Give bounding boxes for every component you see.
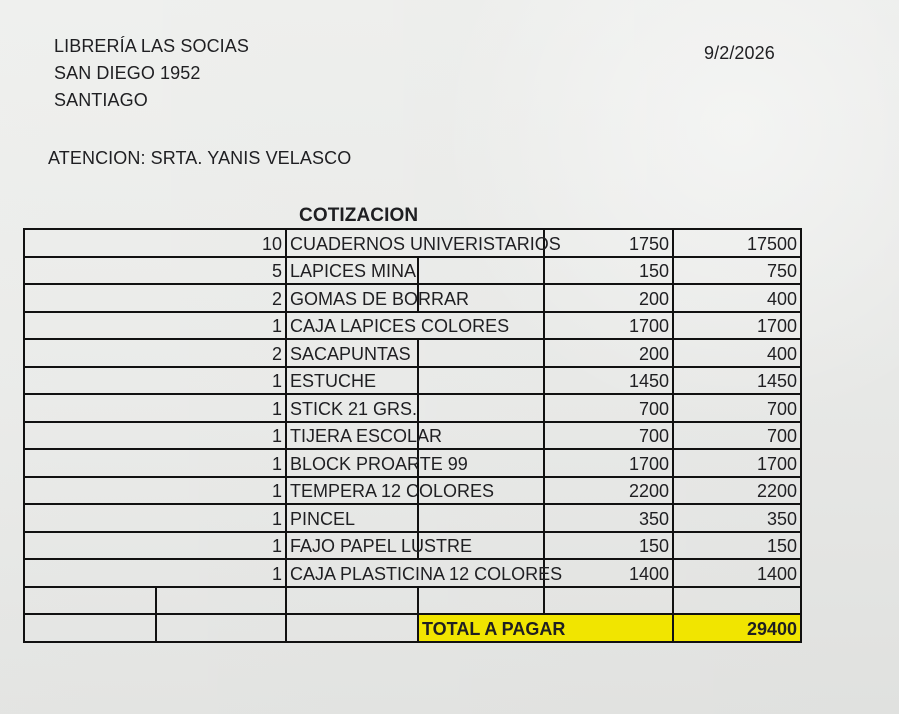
empty-cell bbox=[544, 587, 673, 615]
item-total: 2200 bbox=[673, 477, 801, 505]
table-row bbox=[24, 504, 801, 532]
item-description: SACAPUNTAS bbox=[286, 339, 418, 367]
item-description: CAJA LAPICES COLORES bbox=[286, 312, 544, 340]
quote-title: COTIZACION bbox=[299, 205, 419, 226]
item-total: 17500 bbox=[673, 229, 801, 257]
quote-date: 9/2/2026 bbox=[704, 43, 775, 63]
item-total: 1450 bbox=[673, 367, 801, 395]
item-quantity: 1 bbox=[24, 422, 286, 450]
item-description: ESTUCHE bbox=[286, 367, 418, 395]
empty-cell bbox=[286, 587, 418, 615]
item-quantity: 1 bbox=[24, 504, 286, 532]
item-description: CAJA PLASTICINA 12 COLORES bbox=[286, 559, 544, 587]
item-unit-price: 150 bbox=[544, 257, 673, 285]
item-total: 1400 bbox=[673, 559, 801, 587]
item-total: 700 bbox=[673, 394, 801, 422]
item-total: 1700 bbox=[673, 312, 801, 340]
table-row bbox=[24, 339, 801, 367]
item-total: 1700 bbox=[673, 449, 801, 477]
company-name: LIBRERÍA LAS SOCIAS bbox=[54, 36, 249, 56]
total-value: 29400 bbox=[673, 614, 801, 642]
item-description: STICK 21 GRS. bbox=[286, 394, 418, 422]
item-unit-price: 700 bbox=[544, 394, 673, 422]
item-quantity: 1 bbox=[24, 312, 286, 340]
company-address: SAN DIEGO 1952 bbox=[54, 63, 201, 83]
item-total: 400 bbox=[673, 284, 801, 312]
item-total: 150 bbox=[673, 532, 801, 560]
item-quantity: 1 bbox=[24, 559, 286, 587]
item-quantity: 5 bbox=[24, 257, 286, 285]
table-row bbox=[24, 477, 801, 505]
table-row bbox=[24, 284, 801, 312]
empty-cell bbox=[418, 339, 544, 367]
item-unit-price: 200 bbox=[544, 284, 673, 312]
empty-table-row bbox=[24, 587, 801, 615]
item-description: TEMPERA 12 COLORES bbox=[286, 477, 418, 505]
item-quantity: 10 bbox=[24, 229, 286, 257]
item-unit-price: 1450 bbox=[544, 367, 673, 395]
table-row bbox=[24, 559, 801, 587]
item-quantity: 1 bbox=[24, 367, 286, 395]
empty-cell bbox=[418, 367, 544, 395]
item-unit-price: 150 bbox=[544, 532, 673, 560]
item-description: GOMAS DE BORRAR bbox=[286, 284, 418, 312]
empty-cell bbox=[24, 614, 156, 642]
item-total: 700 bbox=[673, 422, 801, 450]
item-total: 350 bbox=[673, 504, 801, 532]
empty-cell bbox=[156, 587, 286, 615]
item-total: 400 bbox=[673, 339, 801, 367]
empty-cell bbox=[418, 504, 544, 532]
item-quantity: 1 bbox=[24, 477, 286, 505]
company-city: SANTIAGO bbox=[54, 90, 148, 110]
empty-cell bbox=[418, 257, 544, 285]
table-row bbox=[24, 257, 801, 285]
item-unit-price: 1700 bbox=[544, 312, 673, 340]
quote-table bbox=[23, 228, 802, 643]
empty-cell bbox=[286, 614, 418, 642]
total-label: TOTAL A PAGAR bbox=[418, 614, 673, 642]
table-row bbox=[24, 422, 801, 450]
item-unit-price: 200 bbox=[544, 339, 673, 367]
item-unit-price: 700 bbox=[544, 422, 673, 450]
table-row bbox=[24, 229, 801, 257]
total-row bbox=[24, 614, 801, 642]
item-quantity: 1 bbox=[24, 532, 286, 560]
item-description: LAPICES MINA bbox=[286, 257, 418, 285]
item-description: FAJO PAPEL LUSTRE bbox=[286, 532, 418, 560]
table-row bbox=[24, 394, 801, 422]
empty-cell bbox=[673, 587, 801, 615]
item-unit-price: 1700 bbox=[544, 449, 673, 477]
item-unit-price: 2200 bbox=[544, 477, 673, 505]
empty-cell bbox=[24, 587, 156, 615]
attention-line: ATENCION: SRTA. YANIS VELASCO bbox=[48, 148, 352, 168]
item-description: CUADERNOS UNIVERISTARIOS bbox=[286, 229, 544, 257]
item-quantity: 2 bbox=[24, 284, 286, 312]
item-total: 750 bbox=[673, 257, 801, 285]
table-row bbox=[24, 532, 801, 560]
empty-cell bbox=[418, 587, 544, 615]
item-quantity: 1 bbox=[24, 394, 286, 422]
item-unit-price: 350 bbox=[544, 504, 673, 532]
item-description: TIJERA ESCOLAR bbox=[286, 422, 418, 450]
item-quantity: 1 bbox=[24, 449, 286, 477]
empty-cell bbox=[156, 614, 286, 642]
item-quantity: 2 bbox=[24, 339, 286, 367]
item-description: PINCEL bbox=[286, 504, 418, 532]
item-unit-price: 1400 bbox=[544, 559, 673, 587]
item-description: BLOCK PROARTE 99 bbox=[286, 449, 418, 477]
empty-cell bbox=[418, 394, 544, 422]
item-unit-price: 1750 bbox=[544, 229, 673, 257]
table-row bbox=[24, 367, 801, 395]
table-row bbox=[24, 449, 801, 477]
table-row bbox=[24, 312, 801, 340]
